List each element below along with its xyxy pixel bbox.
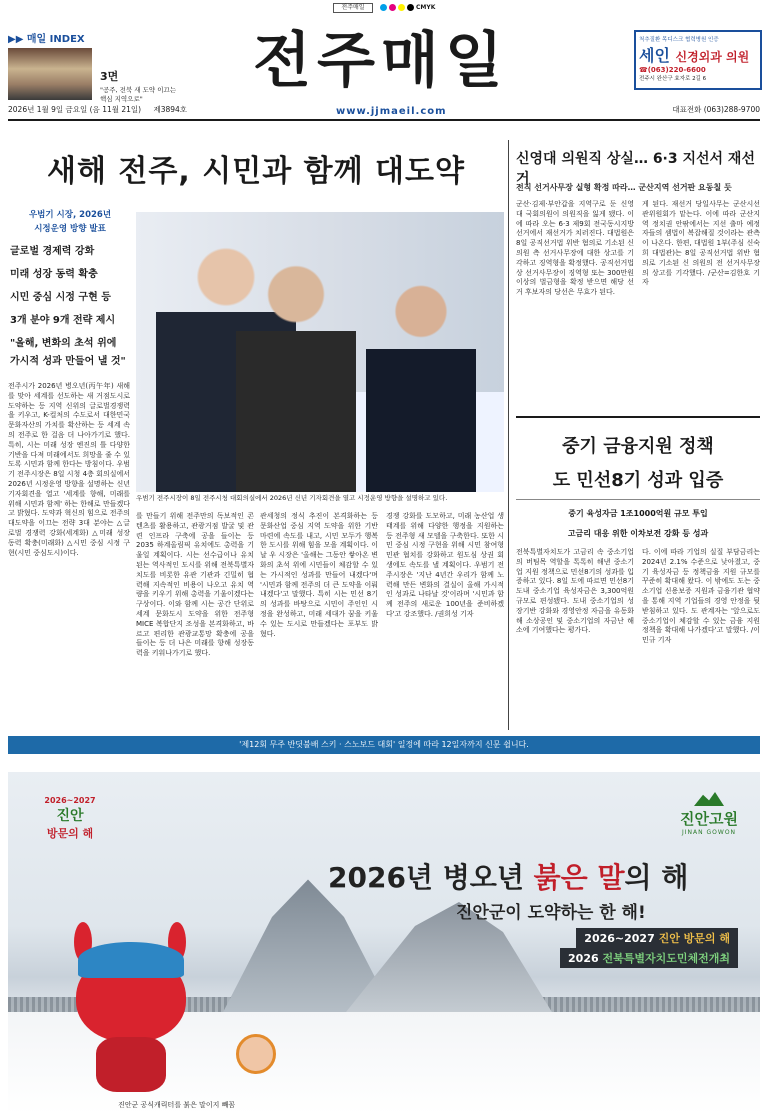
ad-clinic-brand: 세인 신경외과 의원 [639,46,750,65]
ad-clinic-phone: ☎(063)220-6600 [639,66,706,74]
lead-point: 시민 중심 시정 구현 등 [10,292,111,303]
right1-subhead: 전직 선거사무장 실형 확정 따라… 군산지역 선거판 요동칠 듯 [516,183,732,192]
masthead-web[interactable]: www.jjmaeil.com [336,106,447,117]
ad-band-visit-year: 2026~2027 진안 방문의 해 [576,928,738,948]
notice-banner: '제12회 무주 반딧불배 스키 · 스노보드 대회' 일정에 따라 12일자까지 신문 쉽니다. [8,736,760,754]
lead-body-col-2: 를 만들기 위해 전주만의 독보적인 콘텐츠를 활용하고, 관광거점 발굴 및 관련 인프라 구축에 공을 들이는 등 2035 하계올림픽 유치에도 총력을 기울일 계획이다. 시는 선수급이나 유치된는 역사적인 도시를 위해 전북특별자치도를 비롯한 유관 기관과 긴밀히 협력해 지속적인 비용이 나오고 유치 역량을 키우기 위해 총력을 기울이겠다는 구상이다. 이와 함께 시는 공간 단위로 세계 문화도시 도약을 위한 전주형 MICE 복합단지 조성을 본격화하고, 바르고 편리한 관광교통망 확충에 공을 들이는 등 더 나은 미래를 향해 성장동력을 키워나가기로 했다. [136,512,254,658]
right2-headline-line2: 도 민선8기 성과 입증 [552,470,724,491]
lead-point: "올해, 변화의 초석 위에 [10,338,117,349]
lead-subheads [10,208,130,369]
ad-logo-visit: 방문의 해 [46,827,94,840]
ad-event-logo [30,796,110,841]
lead-kicker-1: 우범기 시장, 2026년 [28,210,112,220]
right2-body-col-1: 전북특별자치도가 고금리 속 중소기업의 버팀목 역할을 톡톡히 해낸 중소기업 지원 정책으로 민선8기의 성과를 입증하고 있다. 8일 도에 따르면 민선8기 도내 중소기업 육성자금은 3,300억원 규모로 편성됐다. 도내 중소기업의 성장기반 강화와 경영안정 자금을 유동화해 소상공인 및 중소기업의 자금난 해소에 기여했다는 평가다. [516,548,634,635]
right1-body-col-2: 게 된다. 재선거 당일사무는 군산시선관위원회가 맡는다. 이에 따라 군산지역 정치권 안팎에서는 지선 출마 예정자들의 셈법이 복잡해질 것이라는 관측이 나온다. 한편, 대법원 1부(주심 신숙희 대법관)는 8일 공직선거법 위반 혐의로 기소된 신 의원의 전 선거사무장의 상고를 기각했다. /군산=김한호 기자 [642,200,760,287]
ad-caption: 진안군 공식캐릭터를 붉은 말이지 빼꼼 [118,1101,236,1109]
top-tag: 전주매일 [333,3,373,13]
issue-date: 2026년 1월 9일 금요일 (음 11월 21일) [8,105,142,114]
ad-brand-mark-icon [694,792,724,806]
right2-subhead-2: 고금리 대응 위한 이차보전 강화 등 성과 [567,529,709,538]
main-phone: 대표전화 (063)288-9700 [672,105,760,114]
ad-band-sports-festival: 2026 전북특별자치도민체전개최 [560,948,738,968]
index-page: 3면 [100,70,119,83]
ad-clinic-tagline: 척추질환 목디스크 협력병원 인증 [639,37,719,43]
index-title: ▶▶ 매일 INDEX [8,34,85,45]
photo-person-2 [236,262,356,492]
dateline [8,104,760,115]
cmyk-marks [380,4,435,11]
mascot-hat [78,942,184,978]
right2-body-col-2: 다. 이에 따라 기업의 실질 부담금리는 2024년 2.1% 수준으로 낮아졌고, 중기 육성자금 등 정책금융 지원 규모를 꾸준히 확대해 왔다. 이 밖에도 도는 중소기업 신용보증 지원과 금융기관 협약을 통해 지역 기업들의 경영 안정을 뒷받침하고 있다. 도 관계자는 '앞으로도 중소기업이 체감할 수 있는 금융 지원 정책을 확대해 나가겠다'고 말했다. /이민규 기자 [642,548,760,645]
lead-body-col-4: 경쟁 강화를 도모하고, 미래 농산업 생태계를 위해 다양한 행정을 지원하는 등 전주형 새 모델을 구축한다. 또한 시민 중심 시정 구현을 위해 시민 참여형 민관 협치를 강화하고 원도심 상권 회생에도 속도를 낼 계획이다. 우범기 전주시장은 '지난 4년간 우리가 함께 노력해 만든 변화의 결실이 올해 가시적인 성과로 나타날 것'이라며 '시민과 함께 전주의 새로운 100년을 준비하겠다'고 강조했다. /권희성 기자 [386,512,504,618]
ad-subheadline: 진안군이 도약하는 한 해! [456,903,646,923]
masthead-rule [8,119,760,121]
lead-point: 가시적 성과 만들어 낼 것" [10,356,126,367]
ad-small-character [236,1034,276,1074]
ad-clinic-address: 전주시 완산구 효자로 2길 6 [639,76,707,82]
index-desc: "공주, 전북 새 도약 이끄는 핵심 지역으로" [100,86,177,103]
lead-point: 글로벌 경제력 강화 [10,246,95,257]
right2-headline-box[interactable] [516,416,760,500]
cmyk-label: CMYK [416,4,436,11]
ad-brand-eng: JINAN GOWON [681,829,737,836]
right2-subhead-1: 중기 육성자금 1조1000억원 규모 투입 [568,509,708,518]
index-arrow-icon: ▶▶ [8,34,27,45]
ad-headline: 2026년 병오년 붉은 말의 해 [328,861,689,894]
lead-kicker-2: 시정운영 방향 발표 [34,224,106,234]
ad-logo-year: 2026~2027 [44,796,96,805]
lead-photo[interactable] [136,212,504,492]
cmyk-yellow-dot [398,4,405,11]
ad-logo-name: 진안 [56,808,84,824]
cmyk-cyan-dot [380,4,387,11]
column-divider [508,140,509,730]
index-box[interactable] [8,30,177,103]
masthead-title: 전주매일 [253,26,509,96]
lead-body-col-1: 전주시가 2026년 병오년(丙午年) 새해를 맞아 세계를 선도하는 새 거점도시로 도약하는 등 지역 신위의 글로벌경쟁력을 키우고, K-컬처의 수도로서 대한민국 문화자산의 가치를 확산하는 등 세계 속의 전주로 한 걸음 더 나아가기로 했다. 특히, 시는 미래 성장 엔진의 틀 다양한 기반을 다져 미래에서도 희망을 줄 수 있도록 시민과 함께 한다는 방침이다. 우범기 전주시장은 8일 시청 4층 회의실에서 2026년 시정운영 방향을 설명하는 신년 기자회견을 열고 '세계를 향해, 미래를 위해 시민과 함께' 하는 한해로 만들겠다고 밝혔다. 도약과 혁신의 힘으로 전주의 대도약을 이끄는 전략 3대 분야는 △글로벌 경쟁력 강화(세계화) △미래 성장 동력 확충(미래화) △시민 중심 시정 구현(시민 중심도시)이다. [8,382,130,557]
ad-brand-kor: 진안고원 [680,810,738,828]
mascot-body [96,1037,166,1092]
photo-person-3 [366,282,476,492]
lead-photo-caption: 우범기 전주시장이 8일 전주시청 대회의실에서 2026년 신년 기자회견을 열고 시정운영 방향을 설명하고 있다. [136,494,448,502]
issue-number: 제3894호 [153,105,188,114]
right2-subheads [516,504,760,544]
index-thumbnail[interactable] [8,48,92,100]
ad-clinic[interactable] [634,30,762,90]
cmyk-black-dot [407,4,414,11]
lead-point: 3개 분야 9개 전략 제시 [10,315,116,326]
ad-horse-mascot [56,922,206,1092]
right1-headline[interactable]: 신영대 의원직 상실… 6·3 지선서 재선거 [516,151,755,187]
lead-body-col-3: 관세청의 정식 추진이 본격화하는 등 문화산업 중심 지역 도약을 위한 기반 마련에 속도를 내고, 시민 모두가 행복한 도시를 위해 힘을 모을 계획이다. 이날 우 시장은 '올해는 그동안 쌓아온 변화의 초석 위에 시민들이 체감할 수 있는 가시적인 성과를 만들어 내겠다'며 '시민과 함께 전주의 더 큰 도약을 이뤄내겠다'고 말했다. 특히 시는 민선 8기의 성과를 바탕으로 시민이 주인인 시정을 완성하고, 미래 세대가 꿈을 키울 수 있는 도시로 만들겠다는 포부도 밝혔다. [260,512,378,638]
cmyk-magenta-dot [389,4,396,11]
ad-brand-logo [680,792,738,836]
lead-headline[interactable]: 새해 전주, 시민과 함께 대도약 [47,154,465,189]
right1-body-col-1: 군산·김제·부안갑을 지역구로 둔 신영대 국회의원이 의원직을 잃게 됐다. 이에 따라 오는 6·3 제9회 전국동시지방선거에서 재선거가 치러진다. 대법원은 8일 공직선거법 위반 혐의로 기소된 신 의원 측 선거사무장에 대한 상고를 기각하고 징역형을 확정했다. 공직선거법상 선거사무장이 징역형 또는 300만원 이상의 벌금형을 확정 받으면 해당 선거 후보자의 당선은 무효가 된다. [516,200,634,297]
lead-point: 미래 성장 동력 확충 [10,269,98,280]
right2-headline-line1: 중기 금융지원 정책 [562,436,714,457]
bottom-ad-jinan[interactable] [8,772,760,1114]
